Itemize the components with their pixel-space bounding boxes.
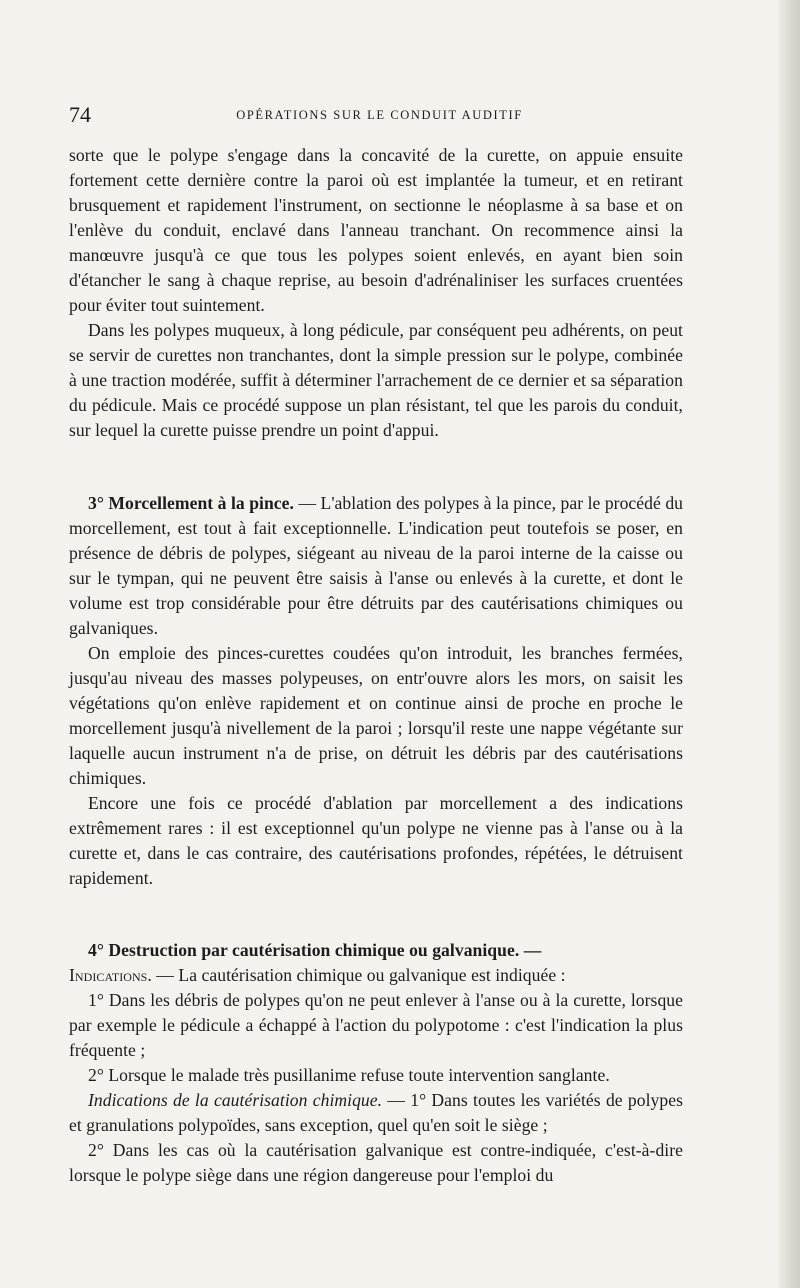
- section-4-heading: [69, 938, 683, 963]
- chemical-indications-label: Indications de la cautérisation chimique.: [88, 1090, 383, 1110]
- paragraph-1: sorte que le polype s'engage dans la concavité de la curette, on appuie ensuite fortement cette dernière contre la paroi où est implantée la tumeur, et en retirant brusquement et rapidement l'instrument, on sectionne le néoplasme à sa base et on l'enlève du conduit, enclavé dans l'anneau tranchant. On recommence ainsi la manœuvre jusqu'à ce que tous les polypes soient enlevés, en ayant bien soin d'étancher le sang à chaque reprise, au besoin d'adrénaliniser les surfaces cruentées pour éviter tout suintement.: [69, 145, 683, 315]
- section-gap: [69, 443, 683, 491]
- indications-text: — La cautérisation chimique ou galvanique est indiquée :: [151, 965, 566, 985]
- paragraph-2: Dans les polypes muqueux, à long pédicule, par conséquent peu adhérents, on peut se servir de curettes non tranchantes, dont la simple pression sur le polype, combinée à une traction modérée, suffit à déterminer l'arrachement de ce dernier et sa séparation du pédicule. Mais ce procédé suppose un plan résistant, tel que les parois du conduit, sur lequel la curette puisse prendre un point d'appui.: [69, 320, 683, 440]
- paragraph-9: 2° Dans les cas où la cautérisation galvanique est contre-indiquée, c'est-à-dire lorsque le polype siège dans une région dangereuse pour l'emploi du: [69, 1140, 683, 1185]
- section-gap: [69, 891, 683, 938]
- section-3-text: — L'ablation des polypes à la pince, par le procédé du morcellement, est tout à fait exceptionnelle. L'indication peut toutefois se poser, en présence de débris de polypes, siégeant au niveau de la paroi interne de la caisse ou sur le tympan, qui ne peuvent être saisis à l'anse ou enlevés à la curette, et dont le volume est trop considérable pour être détruits par des cautérisations chimiques ou galvaniques.: [69, 493, 684, 638]
- running-head: OPÉRATIONS SUR LE CONDUIT AUDITIF: [236, 108, 523, 122]
- page-number: 74: [69, 102, 91, 127]
- paragraph-4: On emploie des pinces-curettes coudées qu'on introduit, les branches fermées, jusqu'au niveau des masses polypeuses, on entr'ouvre alors les mors, on saisit les végétations qu'on enlève rapidement et on continue ainsi de proche en proche le morcellement jusqu'à nivellement de la paroi ; lorsqu'il reste une nappe végétante sur laquelle aucun instrument n'a de prise, on détruit les débris par des cautérisations chimiques.: [69, 643, 683, 788]
- indications-paragraph: [69, 963, 683, 988]
- section-3-paragraph: [69, 491, 683, 641]
- paragraph-7: 2° Lorsque le malade très pusillanime refuse toute intervention sanglante.: [88, 1065, 610, 1085]
- page-edge-shadow: [778, 0, 800, 1288]
- indications-label: Indications.: [69, 965, 152, 985]
- paragraph-8-text: — 1° Dans toutes les variétés de polypes et granulations polypoïdes, sans exception, quel qu'en soit le siège ;: [69, 1090, 683, 1135]
- section-4-title: 4° Destruction par cautérisation chimique ou galvanique.: [88, 940, 520, 960]
- page-header: [69, 102, 690, 132]
- page-body: [69, 143, 683, 1188]
- paragraph-8: [69, 1088, 683, 1138]
- paragraph-5: Encore une fois ce procédé d'ablation par morcellement a des indications extrêmement rares : il est exceptionnel qu'un polype ne vienne pas à l'anse ou à la curette et, dans le cas contraire, des cautérisations profondes, répétées, le détruisent rapidement.: [69, 793, 683, 888]
- paragraph-6: 1° Dans les débris de polypes qu'on ne peut enlever à l'anse ou à la curette, lorsque par exemple le pédicule a échappé à l'action du polypotome : c'est l'indication la plus fréquente ;: [69, 990, 683, 1060]
- section-4-dash: —: [519, 940, 542, 960]
- section-3-title: 3° Morcellement à la pince.: [88, 493, 294, 513]
